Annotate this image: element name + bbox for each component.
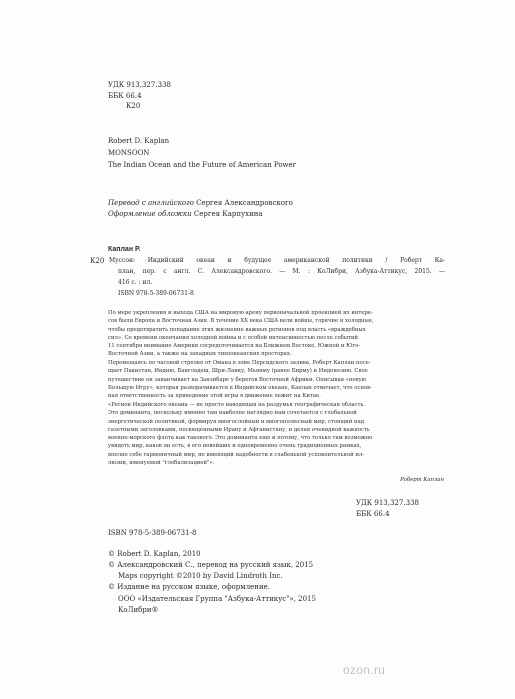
catalog-code: К20 xyxy=(90,257,105,265)
author-mark-code: К20 xyxy=(126,102,141,110)
annotation-line: «Регион Индийского океана — не просто наводящая на раздумья географическая область. xyxy=(108,402,365,408)
annotation-line: сов были Европа и Восточная Азия. В течение XX века США вели войны, горячие и холодные, xyxy=(108,318,374,325)
watermark-dot: . xyxy=(370,663,374,677)
annotation-line: Перемещаясь по часовой стрелке от Омана в зоне Персидского залива, Роберт Каплан посе- xyxy=(108,360,371,366)
footer-udk-code: УДК 913,327.338 xyxy=(356,499,419,507)
cover-label: Оформление обложки xyxy=(108,210,192,218)
translation-label: Перевод с английского xyxy=(108,199,194,207)
annotation-line: энергетической политикой, формируя многослойный и многополюсный мир, стоящий над xyxy=(108,418,365,425)
translator-name: Сергея Александровского xyxy=(196,199,293,207)
annotation-paragraph-1 xyxy=(108,309,444,359)
udk-code: УДК 913,327.338 xyxy=(108,81,171,89)
copyright-publisher: ООО «Издательская Группа "Азбука-Аттикус"», 2015 xyxy=(118,595,316,603)
original-title: MONSOON xyxy=(108,149,150,157)
annotation-line: По мере укрепления и выхода США на мировую арену первоначальной проекцией их интере- xyxy=(108,310,373,316)
annotation-paragraph-3 xyxy=(108,401,444,467)
annotation-line: Восточной Азии, а также на западных тихоокеанских просторах. xyxy=(108,351,292,358)
catalog-line-2: план, пер. с англ. С. Александровского. — М. : КоЛибри, Азбука-Аттикус, 2015. — xyxy=(118,268,445,275)
annotation-line: увидеть мир, каков он есть, в его новейших и одновременно очень традиционных рамках, xyxy=(108,443,362,450)
annotation-line: люзии, именуемой "глобализацией"». xyxy=(108,460,215,467)
annotation-paragraph-2 xyxy=(108,359,444,400)
copyright-edition: © Издание на русском языке, оформление. xyxy=(108,583,270,591)
catalog-line-1: Муссон: Индийский океан и будущее американской политики / Роберт Ка- xyxy=(109,257,445,264)
annotation-line: Это доминанта, поскольку именно там наиболее наглядно нам сочетается с глобальной xyxy=(108,410,357,417)
annotation-line: вполне себе гармоничный мир, не имеющий надобности в слабенькой успокоительной ил- xyxy=(108,451,365,458)
catalog-isbn: ISBN 978-5-389-06731-8 xyxy=(118,290,194,297)
annotation-line: щает Пакистан, Индию, Бангладеш, Шри-Ланку, Мьянму (ранее Бирму) и Индонезию. Свое xyxy=(108,368,368,375)
annotation-line: Большую Игру», которая разворачивается в Индийском океане, Каплан отмечает, что основ- xyxy=(108,384,372,391)
cover-credit xyxy=(108,211,263,218)
annotation-line: чтобы предотвратить попадание этих жизненно важных регионов под власть «враждебных xyxy=(108,326,366,333)
copyright-translation: © Александровский С., перевод на русский язык, 2015 xyxy=(108,561,314,569)
annotation-line: путешествие он заканчивает на Занзибаре у берегов Восточной Африки. Описывая «новую xyxy=(108,376,367,383)
cover-artist-name: Сергея Карпухина xyxy=(193,210,263,218)
annotation-line: военно-морского флота как такового. Это доминанта еще и потому, что только там возможно xyxy=(108,435,373,442)
copyright-imprint: КоЛибри® xyxy=(118,606,159,614)
catalog-line-3: 416 с. : ил. xyxy=(118,279,153,286)
original-subtitle: The Indian Ocean and the Future of American Power xyxy=(108,161,297,169)
copyright-author: © Robert D. Kaplan, 2010 xyxy=(108,550,201,558)
copyright-maps: Maps copyright ©2010 by David Lindroth Inc. xyxy=(118,572,283,580)
watermark-text-2: ru xyxy=(373,663,386,677)
bbk-code: ББК 66.4 xyxy=(108,92,142,100)
footer-bbk-code: ББК 66.4 xyxy=(356,510,390,518)
ozon-watermark xyxy=(343,663,385,677)
original-author: Robert D. Kaplan xyxy=(108,137,170,145)
annotation-line: ная ответственность за приведение этой игры в движение лежит на Китае. xyxy=(108,393,321,400)
annotation-line: газетными заголовками, посвященными Ирану и Афганистану, и делая очевидной важность xyxy=(108,426,370,433)
rights-isbn: ISBN 978-5-389-06731-8 xyxy=(108,529,197,537)
translation-credit xyxy=(108,200,293,207)
annotation-signature: Роберт Каплан xyxy=(400,477,444,483)
annotation-line: 11 сентября внимание Америки сосредоточивается на Ближнем Востоке, Южной и Юго- xyxy=(108,343,361,350)
watermark-text-1: ozon xyxy=(343,663,371,677)
catalog-author-heading: Каплан Р. xyxy=(108,246,141,253)
annotation-line: сил». Со времени окончания холодной войны и с особой интенсивностью после событий xyxy=(108,334,359,341)
